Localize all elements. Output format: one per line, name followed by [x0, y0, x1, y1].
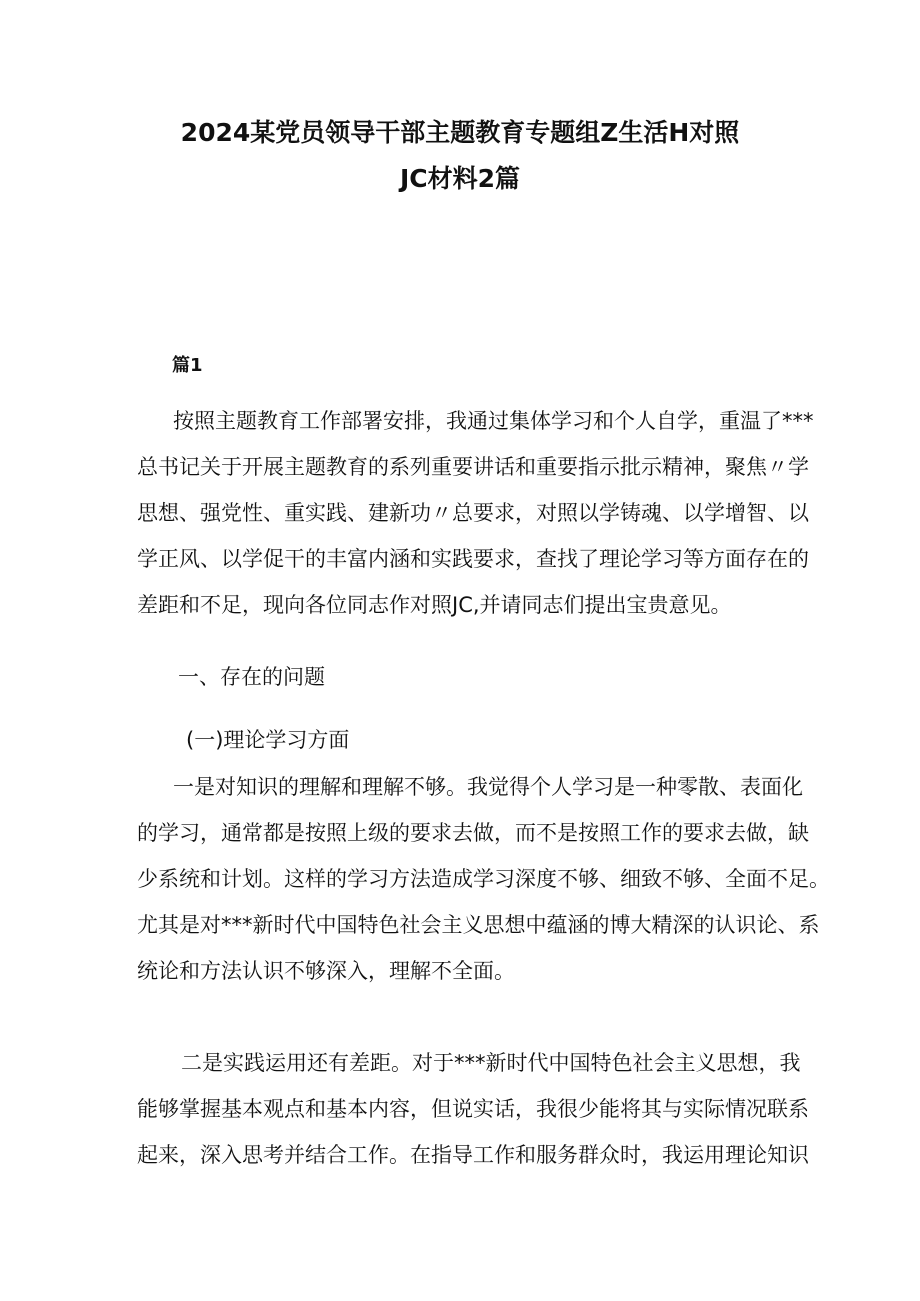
- document-title: [150, 114, 770, 206]
- heading-theory-study: (一)理论学习方面: [186, 728, 350, 752]
- paragraph-1-line: 一是对知识的理解和理解不够。我觉得个人学习是一种零散、表面化: [173, 775, 803, 799]
- paragraph-1: [137, 764, 830, 994]
- paragraph-1-line: 的学习，通常都是按照上级的要求去做，而不是按照工作的要求去做，缺: [137, 821, 809, 845]
- section-label: 篇1: [172, 355, 203, 376]
- intro-line: 思想、强党性、重实践、建新功〃总要求，对照以学铸魂、以学增智、以: [137, 501, 809, 525]
- intro-paragraph: [137, 398, 814, 628]
- paragraph-2: [137, 1040, 809, 1178]
- paragraph-2-line: 起来，深入思考并结合工作。在指导工作和服务群众时，我运用理论知识: [137, 1143, 809, 1167]
- intro-line: 差距和不足，现向各位同志作对照JC,并请同志们提出宝贵意见。: [137, 593, 732, 617]
- paragraph-2-line: 二是实践运用还有差距。对于***新时代中国特色社会主义思想，我: [181, 1051, 801, 1075]
- paragraph-1-line: 少系统和计划。这样的学习方法造成学习深度不够、细致不够、全面不足。: [137, 867, 830, 891]
- paragraph-1-line: 统论和方法认识不够深入，理解不全面。: [137, 959, 515, 983]
- intro-line: 学正风、以学促干的丰富内涵和实践要求，查找了理论学习等方面存在的: [137, 547, 809, 571]
- intro-line: 按照主题教育工作部署安排，我通过集体学习和个人自学，重温了***: [173, 409, 814, 433]
- paragraph-1-line: 尤其是对***新时代中国特色社会主义思想中蕴涵的博大精深的认识论、系: [137, 913, 820, 937]
- heading-problems: 一、存在的问题: [178, 665, 325, 689]
- title-line-2: JC材料2篇: [399, 164, 521, 193]
- paragraph-2-line: 能够掌握基本观点和基本内容，但说实话，我很少能将其与实际情况联系: [137, 1097, 809, 1121]
- title-line-1: 2024某党员领导干部主题教育专题组Z生活H对照: [180, 118, 740, 147]
- intro-line: 总书记关于开展主题教育的系列重要讲话和重要指示批示精神，聚焦〃学: [137, 455, 809, 479]
